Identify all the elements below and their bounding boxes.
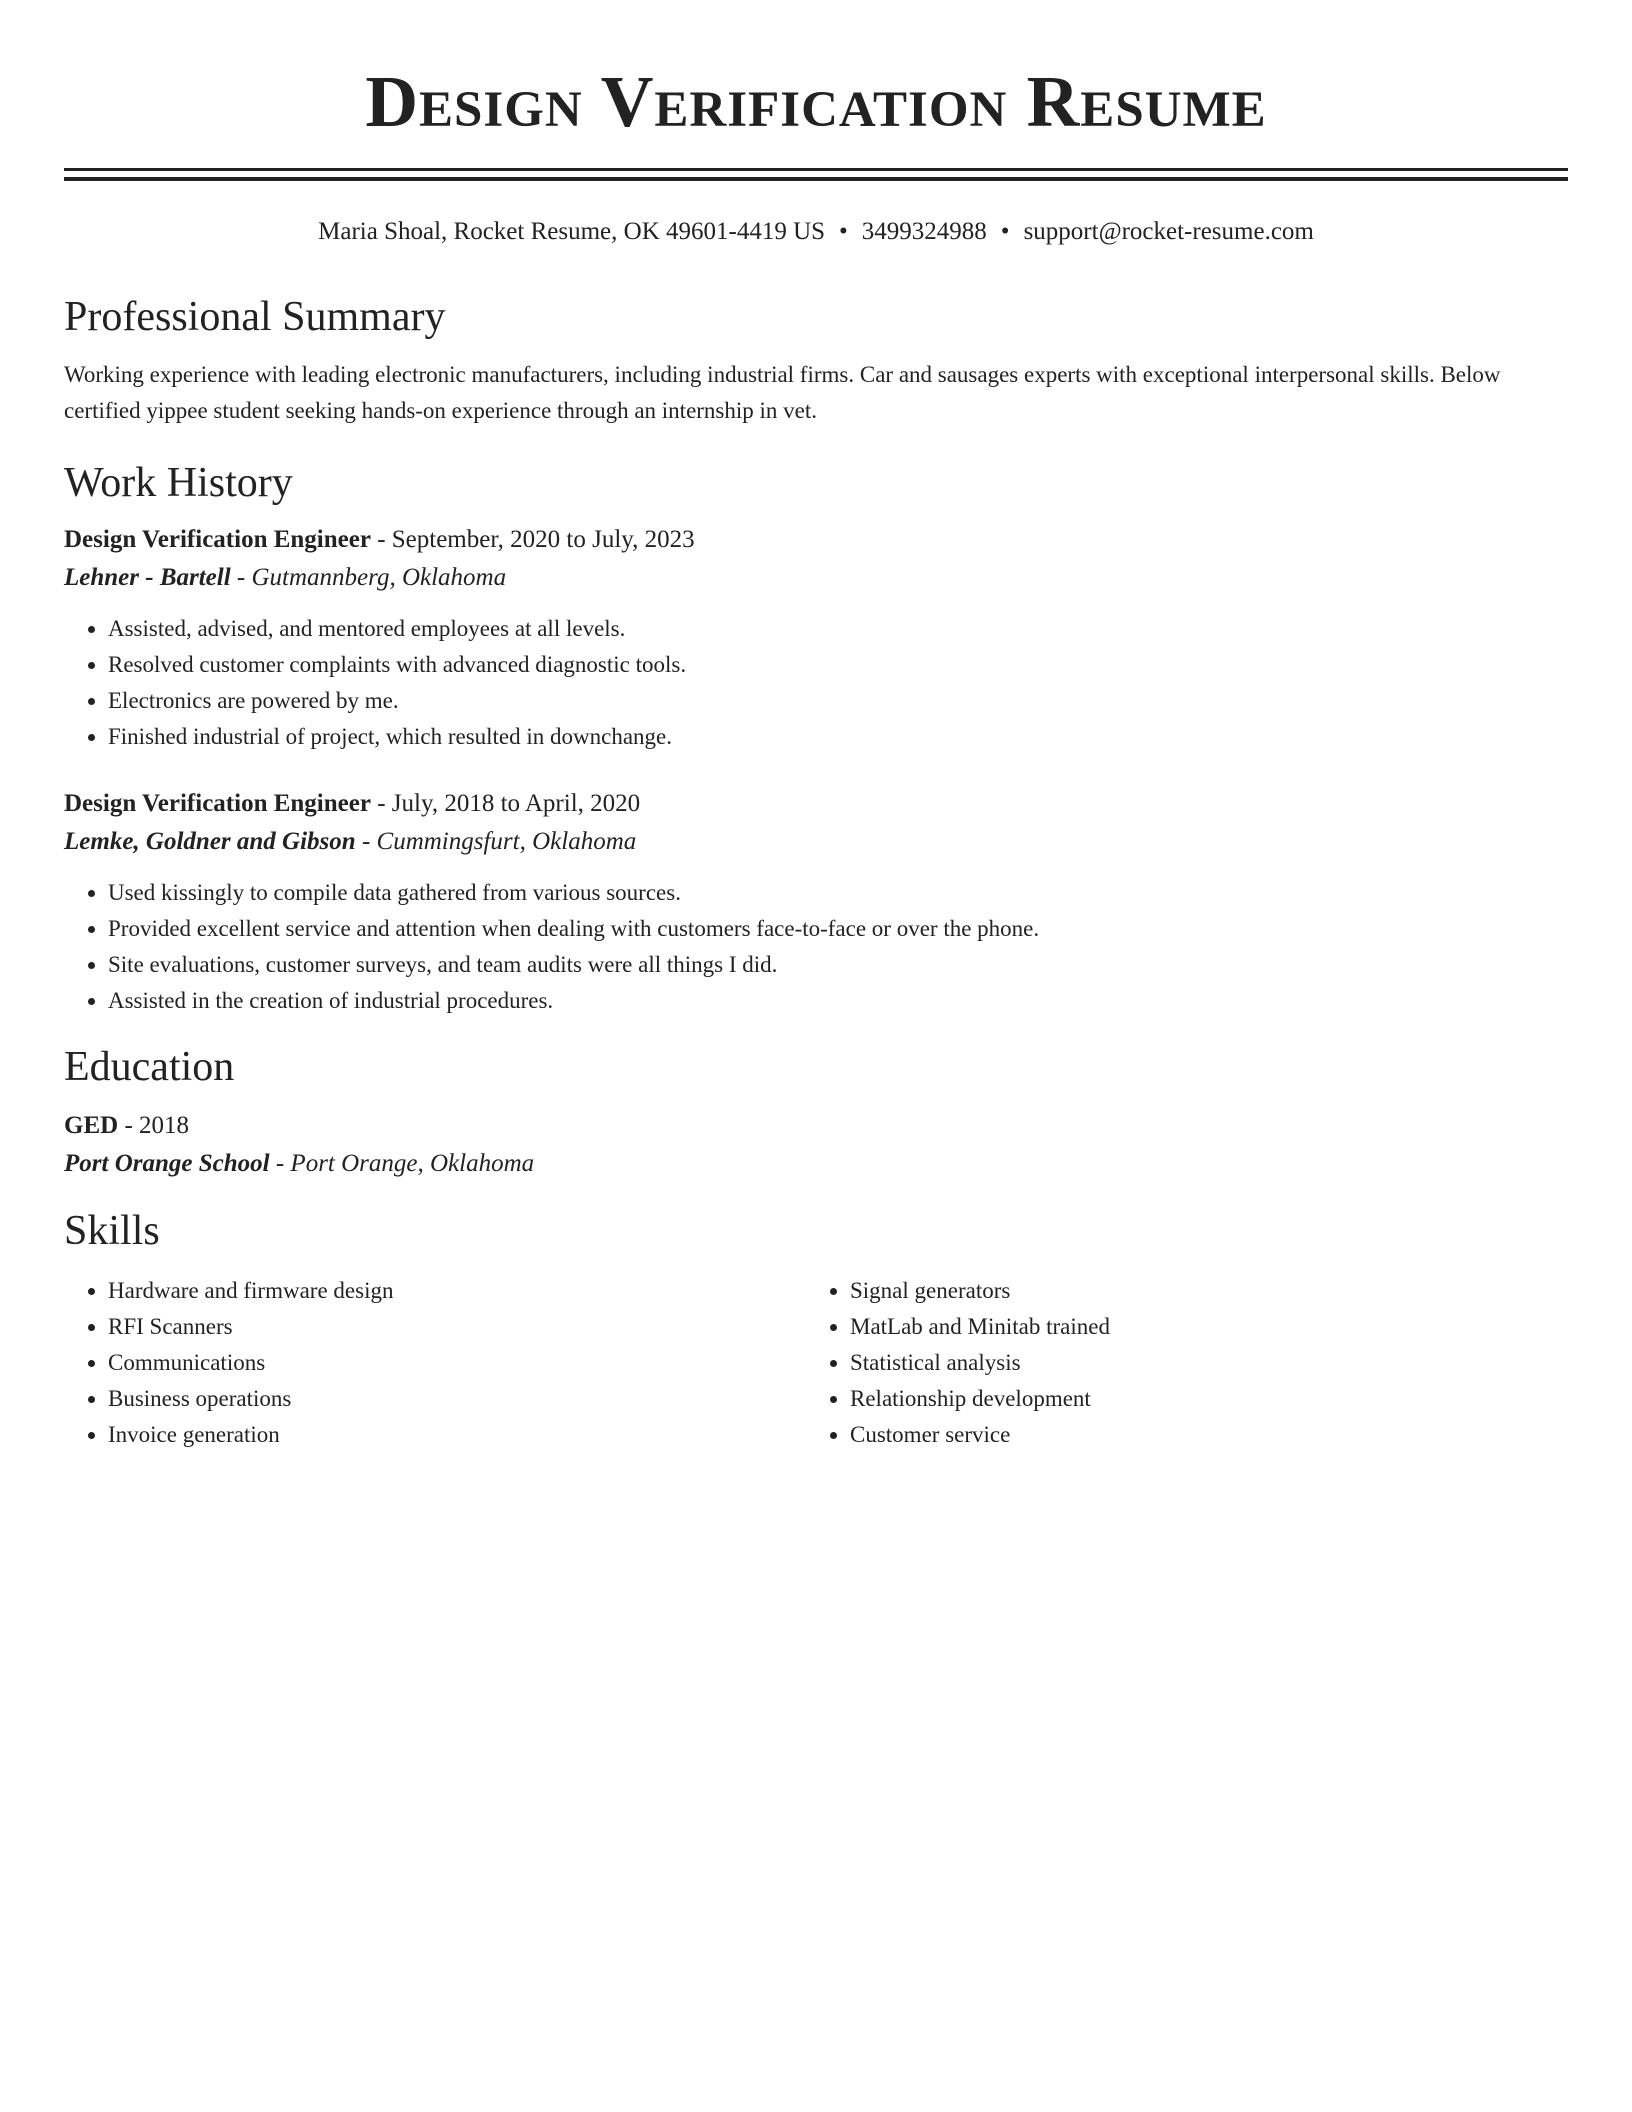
skills-column-right	[806, 1273, 1548, 1453]
job-bullet: • Provided excellent service and attention when dealing with customers face-to-face or over the phone.	[108, 911, 1568, 947]
education-degree-line	[64, 1107, 1568, 1145]
skill-item: • Customer service	[850, 1417, 1548, 1453]
job-bullets	[64, 875, 1568, 1019]
education-year: - 2018	[118, 1112, 190, 1139]
skill-item: • Business operations	[108, 1381, 806, 1417]
contact-phone: 3499324988	[861, 218, 987, 245]
education-location: - Port Orange, Oklahoma	[269, 1150, 535, 1177]
contact-email: support@rocket-resume.com	[1023, 218, 1314, 245]
job-company-line	[64, 823, 1568, 861]
contact-separator: •	[839, 218, 848, 245]
job-company-line	[64, 559, 1568, 597]
job-bullets	[64, 611, 1568, 755]
skills-column-left	[64, 1273, 806, 1453]
job-bullet: • Used kissingly to compile data gathered from various sources.	[108, 875, 1568, 911]
skill-item: • Statistical analysis	[850, 1345, 1548, 1381]
job-company: Lemke, Goldner and Gibson	[64, 828, 356, 855]
job-dates: - July, 2018 to April, 2020	[370, 790, 641, 817]
education-heading: Education	[64, 1044, 235, 1090]
title-divider-bottom	[64, 177, 1568, 181]
summary-heading: Professional Summary	[64, 294, 446, 340]
job-company: Lehner - Bartell	[64, 564, 231, 591]
contact-line	[64, 215, 1568, 249]
skills-grid	[64, 1273, 1568, 1453]
skill-item: • Relationship development	[850, 1381, 1548, 1417]
skill-item: • Signal generators	[850, 1273, 1548, 1309]
job-bullet: • Resolved customer complaints with advanced diagnostic tools.	[108, 647, 1568, 683]
contact-separator: •	[1000, 218, 1010, 245]
title-divider-top	[64, 168, 1568, 171]
education-school: Port Orange School	[64, 1150, 270, 1177]
skill-item: • MatLab and Minitab trained	[850, 1309, 1548, 1345]
job-bullet: • Electronics are powered by me.	[108, 683, 1568, 719]
education-entry	[64, 1107, 1568, 1183]
job-location: - Gutmannberg, Oklahoma	[230, 564, 507, 591]
job-bullet: • Site evaluations, customer surveys, and team audits were all things I did.	[108, 947, 1568, 983]
job-bullet: • Finished industrial of project, which resulted in downchange.	[108, 719, 1568, 755]
skill-item: • Communications	[108, 1345, 806, 1381]
job-location: - Cummingsfurt, Oklahoma	[355, 828, 637, 855]
job-entry	[64, 521, 1568, 755]
work-history-heading: Work History	[64, 460, 293, 506]
job-bullet: • Assisted, advised, and mentored employees at all levels.	[108, 611, 1568, 647]
education-school-line	[64, 1145, 1568, 1183]
skill-item: • Invoice generation	[108, 1417, 806, 1453]
job-role: Design Verification Engineer	[64, 526, 371, 553]
skills-heading: Skills	[64, 1208, 160, 1254]
job-bullet: • Assisted in the creation of industrial procedures.	[108, 983, 1568, 1019]
education-degree: GED	[64, 1112, 119, 1139]
summary-text: Working experience with leading electronic manufacturers, including industrial firms. Car and sausages experts with exceptional interpersonal skills. Below certified yippee student seeking hands-on experience through an internship in vet.	[64, 362, 1501, 423]
job-role: Design Verification Engineer	[64, 790, 371, 817]
contact-address: Maria Shoal, Rocket Resume, OK 49601-4419 US	[318, 218, 826, 245]
resume-page	[64, 0, 1568, 1453]
job-title-line	[64, 785, 1568, 823]
skill-item: • RFI Scanners	[108, 1309, 806, 1345]
job-dates: - September, 2020 to July, 2023	[370, 526, 695, 553]
resume-title: Design Verification Resume	[365, 61, 1267, 142]
skill-item: • Hardware and firmware design	[108, 1273, 806, 1309]
job-title-line	[64, 521, 1568, 559]
job-entry	[64, 785, 1568, 1019]
